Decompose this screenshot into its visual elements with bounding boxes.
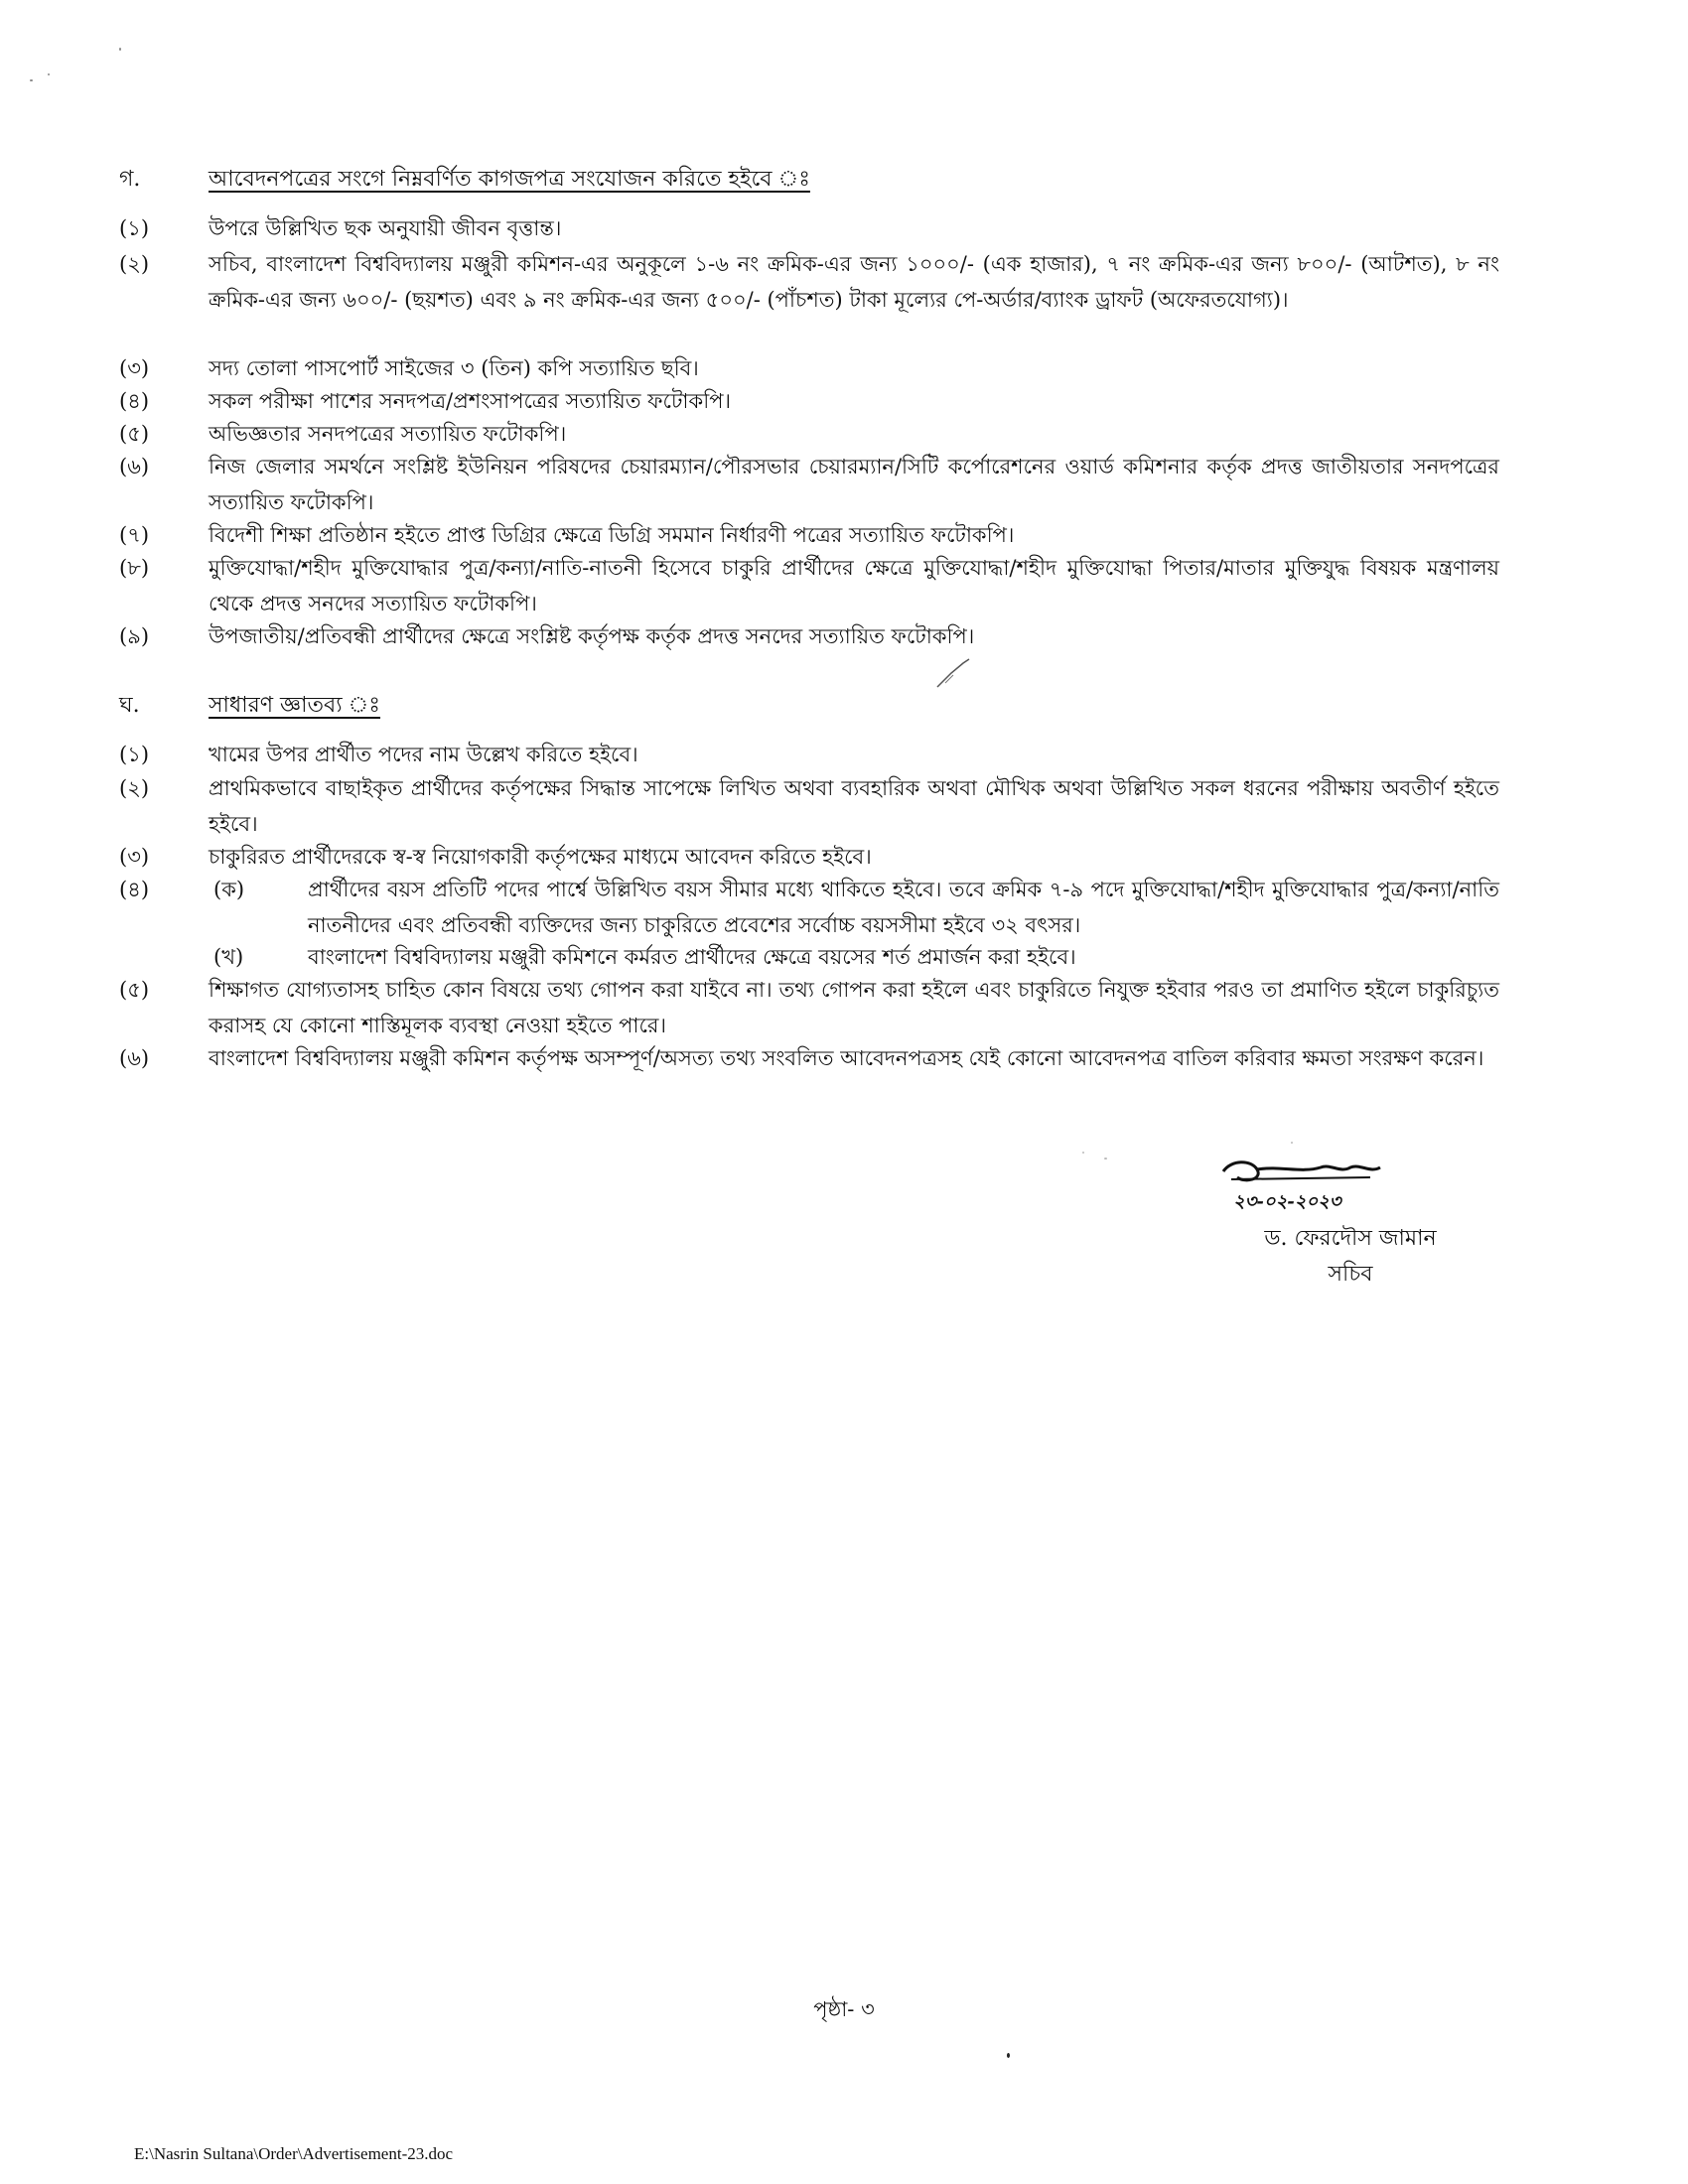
item-number: (১) (119, 743, 150, 766)
item-number: (৬) (119, 1046, 150, 1070)
list-item (119, 972, 1499, 1043)
section-g-mark: গ. (119, 167, 141, 192)
list-item (119, 350, 1499, 386)
list-item (119, 246, 1499, 318)
section-gh-title: সাধারণ জ্ঞাতব্য ঃ (209, 693, 381, 718)
item-text: বিদেশী শিক্ষা প্রতিষ্ঠান হইতে প্রাপ্ত ডিগ্রির ক্ষেত্রে ডিগ্রি সমমান নির্ধারণী পত্রের সত্যায়িত ফটোকপি। (209, 523, 1015, 547)
item-number: (৪) (119, 878, 150, 901)
sub-item-number: (খ) (213, 945, 244, 969)
item-text: সদ্য তোলা পাসপোর্ট সাইজের ৩ (তিন) কপি সত্যায়িত ছবি। (209, 356, 699, 380)
item-number: (৬) (119, 455, 150, 478)
section-g-title: আবেদনপত্রের সংগে নিম্নবর্ণিত কাগজপত্র সংযোজন করিতে হইবে ঃ (209, 167, 810, 192)
list-item (119, 872, 1499, 943)
item-text: নিজ জেলার সমর্থনে সংশ্লিষ্ট ইউনিয়ন পরিষদের চেয়ারম্যান/পৌরসভার চেয়ারম্যান/সিটি কর্পোরেশনের ওয়ার্ড কমিশনার কর্তৃক প্রদত্ত জাতীয়তার সনদপত্রের সত্যায়িত ফটোকপি। (209, 455, 1499, 514)
item-number: (৪) (119, 389, 150, 413)
item-number: (১) (119, 216, 150, 240)
list-item (119, 383, 1499, 419)
item-text: শিক্ষাগত যোগ্যতাসহ চাহিত কোন বিষয়ে তথ্য গোপন করা যাইবে না। তথ্য গোপন করা হইলে এবং চাকুরিতে নিযুক্ত হইবার পরও তা প্রমাণিত হইলে চাকুরিচ্যুত করাসহ যে কোনো শাস্তিমূলক ব্যবস্থা নেওয়া হইতে পারে। (209, 978, 1499, 1037)
item-number: (৫) (119, 422, 150, 446)
item-text: সচিব, বাংলাদেশ বিশ্ববিদ্যালয় মঞ্জুরী কমিশন-এর অনুকূলে ১-৬ নং ক্রমিক-এর জন্য ১০০০/- (এক হাজার), ৭ নং ক্রমিক-এর জন্য ৮০০/- (আটশত), ৮ নং ক্রমিক-এর জন্য ৬০০/- (ছয়শত) এবং ৯ নং ক্রমিক-এর জন্য ৫০০/- (পাঁচশত) টাকা মূল্যের পে-অর্ডার/ব্যাংক ড্রাফট (অফেরতযোগ্য)। (209, 252, 1499, 312)
section-gh-mark: ঘ. (119, 693, 140, 718)
list-item (119, 517, 1499, 553)
item-number: (৩) (119, 845, 150, 869)
list-item (119, 737, 1499, 772)
item-text: মুক্তিযোদ্ধা/শহীদ মুক্তিযোদ্ধার পুত্র/কন্যা/নাতি-নাতনী হিসেবে চাকুরি প্রার্থীদের ক্ষেত্রে মুক্তিযোদ্ধা/শহীদ মুক্তিযোদ্ধা পিতার/মাতার মুক্তিযুদ্ধ বিষয়ক মন্ত্রণালয় থেকে প্রদত্ত সনদের সত্যায়িত ফটোকপি। (209, 556, 1499, 615)
item-number: (৩) (119, 356, 150, 380)
item-text: খামের উপর প্রার্থীত পদের নাম উল্লেখ করিতে হইবে। (209, 743, 638, 766)
signature-scribble (1172, 1152, 1529, 1221)
item-text: বাংলাদেশ বিশ্ববিদ্যালয় মঞ্জুরী কমিশন কর্তৃপক্ষ অসম্পূর্ণ/অসত্য তথ্য সংবলিত আবেদনপত্রসহ যেই কোনো আবেদনপত্র বাতিল করিবার ক্ষমতা সংরক্ষণ করেন। (209, 1046, 1484, 1070)
signature-date: ২৩-০২-২০২৩ (1233, 1191, 1341, 1212)
item-text: চাকুরিরত প্রার্থীদেরকে স্ব-স্ব নিয়োগকারী কর্তৃপক্ষের মাধ্যমে আবেদন করিতে হইবে। (209, 845, 872, 869)
item-text: উপরে উল্লিখিত ছক অনুযায়ী জীবন বৃত্তান্ত। (209, 216, 562, 240)
list-item (119, 939, 1499, 975)
list-item (119, 1040, 1499, 1076)
list-item (119, 416, 1499, 452)
item-number: (২) (119, 776, 150, 800)
list-item (119, 449, 1499, 520)
handwritten-signature-icon (1172, 1152, 1529, 1221)
list-item (119, 839, 1499, 875)
item-text: প্রার্থীদের বয়স প্রতিটি পদের পার্শ্বে উল্লিখিত বয়স সীমার মধ্যে থাকিতে হইবে। তবে ক্রমিক ৭-৯ পদে মুক্তিযোদ্ধা/শহীদ মুক্তিযোদ্ধার পুত্র/কন্যা/নাতি নাতনীদের এবং প্রতিবন্ধী ব্যক্তিদের জন্য চাকুরিতে প্রবেশের সর্বোচ্চ বয়সসীমা হইবে ৩২ বৎসর। (308, 878, 1499, 937)
list-item (119, 770, 1499, 842)
item-text: সকল পরীক্ষা পাশের সনদপত্র/প্রশংসাপত্রের সত্যায়িত ফটোকপি। (209, 389, 731, 413)
item-text: প্রাথমিকভাবে বাছাইকৃত প্রার্থীদের কর্তৃপক্ষের সিদ্ধান্ত সাপেক্ষে লিখিত অথবা ব্যবহারিক অথবা মৌখিক অথবা উল্লিখিত সকল ধরনের পরীক্ষায় অবতীর্ণ হইতে হইবে। (209, 776, 1499, 836)
file-path: E:\Nasrin Sultana\Order\Advertisement-23.doc (134, 2144, 454, 2163)
sub-item-number: (ক) (213, 878, 245, 901)
item-number: (৭) (119, 523, 150, 547)
signatory-name: ড. ফেরদৌস জামান (1264, 1226, 1437, 1251)
signature-block (1172, 1152, 1529, 1293)
list-item (119, 550, 1499, 621)
list-item (119, 210, 1499, 246)
item-number: (২) (119, 252, 150, 276)
item-number: (৮) (119, 556, 150, 580)
item-number: (৫) (119, 978, 150, 1002)
signatory-designation: সচিব (1328, 1262, 1373, 1287)
pen-mark-icon (933, 655, 973, 691)
item-number: (৯) (119, 624, 150, 648)
item-text: বাংলাদেশ বিশ্ববিদ্যালয় মঞ্জুরী কমিশনে কর্মরত প্রার্থীদের ক্ষেত্রে বয়সের শর্ত প্রমার্জন করা হইবে। (308, 945, 1076, 969)
list-item (119, 618, 1499, 654)
page-number: পৃষ্ঠা- ৩ (813, 1997, 875, 2021)
item-text: অভিজ্ঞতার সনদপত্রের সত্যায়িত ফটোকপি। (209, 422, 567, 446)
item-text: উপজাতীয়/প্রতিবন্ধী প্রার্থীদের ক্ষেত্রে সংশ্লিষ্ট কর্তৃপক্ষ কর্তৃক প্রদত্ত সনদের সত্যায়িত ফটোকপি। (209, 624, 975, 648)
